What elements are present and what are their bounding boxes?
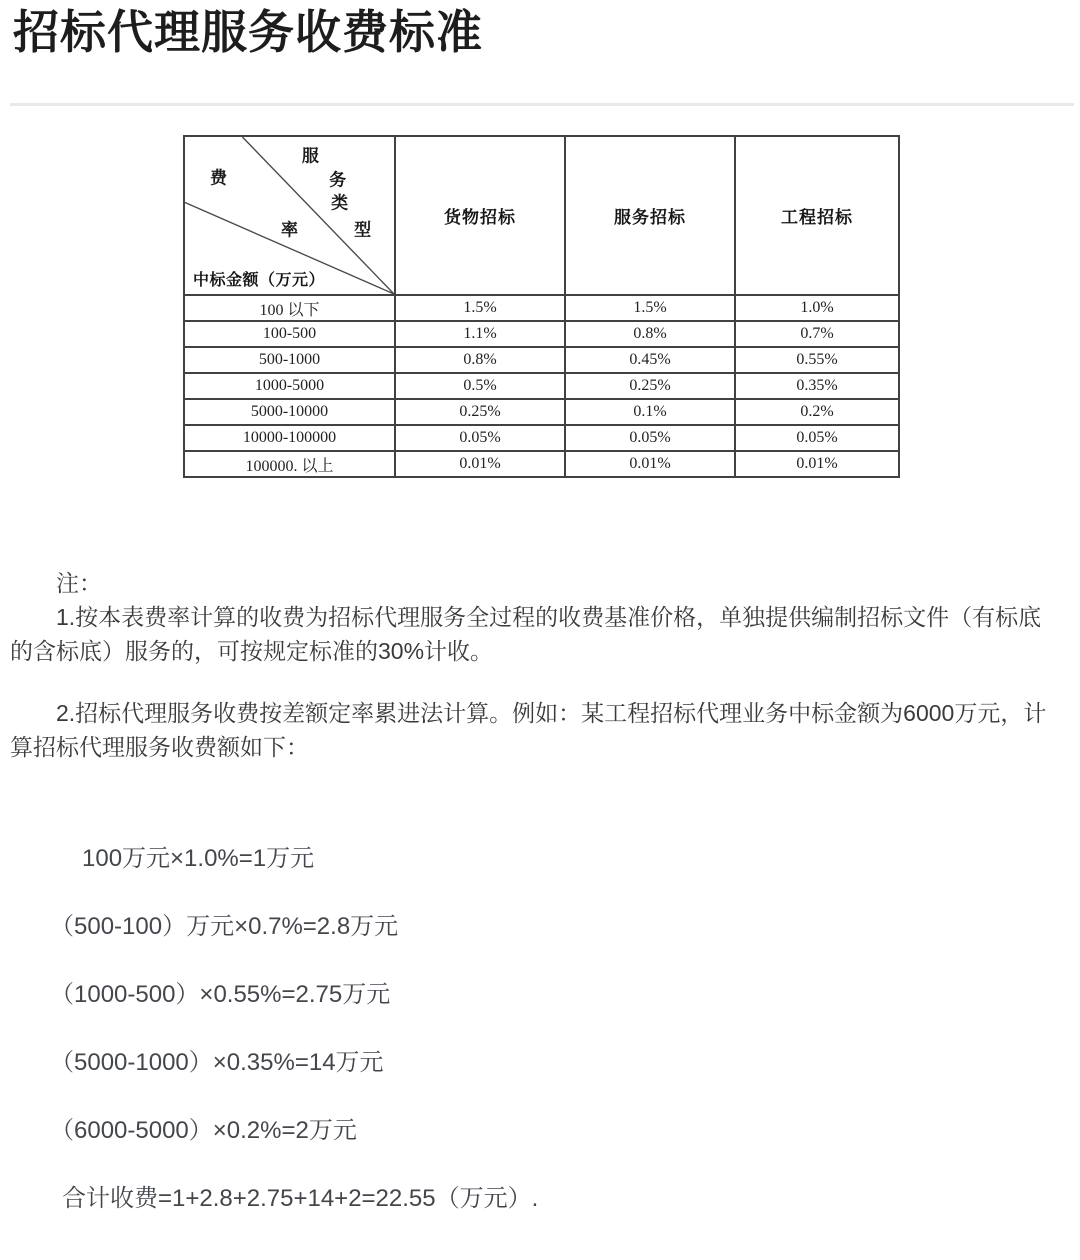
rate-cell: 0.25% <box>395 399 565 425</box>
range-cell: 100000. 以上 <box>184 451 395 477</box>
column-header-service: 服务招标 <box>565 136 735 295</box>
rate-cell: 0.8% <box>565 321 735 347</box>
corner-char-fee-rate-2: 率 <box>281 220 298 240</box>
corner-char-service-type-3: 类 <box>331 193 349 213</box>
note-item-2: 2.招标代理服务收费按差额定率累进法计算。例如：某工程招标代理业务中标金额为6000万元，计算招标代理服务收费额如下： <box>10 700 1047 760</box>
calc-line-4: （5000-1000）×0.35%=14万元 <box>50 1049 384 1076</box>
rate-cell: 0.35% <box>735 373 899 399</box>
table-corner-cell <box>184 136 395 295</box>
rate-cell: 0.45% <box>565 347 735 373</box>
rate-cell: 0.2% <box>735 399 899 425</box>
notes-section <box>0 566 1080 764</box>
corner-label-bid-amount: 中标金额（万元） <box>193 272 326 289</box>
range-cell: 10000-100000 <box>184 425 395 451</box>
corner-char-service-type-4: 型 <box>354 220 372 240</box>
calc-line-3: （1000-500）×0.55%=2.75万元 <box>50 981 391 1008</box>
rate-cell: 0.7% <box>735 321 899 347</box>
rate-cell: 0.55% <box>735 347 899 373</box>
range-cell: 1000-5000 <box>184 373 395 399</box>
rate-cell: 0.05% <box>735 425 899 451</box>
range-cell: 100-500 <box>184 321 395 347</box>
rate-cell: 1.5% <box>565 295 735 321</box>
rate-cell: 0.01% <box>565 451 735 477</box>
corner-char-service-type-2: 务 <box>329 170 347 190</box>
note-item-1: 1.按本表费率计算的收费为招标代理服务全过程的收费基准价格，单独提供编制招标文件（有标底的含标底）服务的，可按规定标准的30%计收。 <box>10 604 1042 664</box>
calc-line-1: 100万元×1.0%=1万元 <box>82 845 315 872</box>
fee-rate-table <box>183 135 900 478</box>
rate-cell: 1.5% <box>395 295 565 321</box>
column-header-engineering: 工程招标 <box>735 136 899 295</box>
corner-char-fee-rate-1: 费 <box>209 168 227 188</box>
column-header-goods: 货物招标 <box>395 136 565 295</box>
range-cell: 5000-10000 <box>184 399 395 425</box>
rate-cell: 0.5% <box>395 373 565 399</box>
rate-cell: 1.1% <box>395 321 565 347</box>
table-row <box>184 425 899 451</box>
notes-label: 注： <box>56 570 102 596</box>
rate-cell: 0.05% <box>565 425 735 451</box>
table-row <box>184 321 899 347</box>
rate-cell: 0.01% <box>395 451 565 477</box>
calculation-section <box>0 842 1080 1216</box>
range-cell: 100 以下 <box>184 295 395 321</box>
table-row <box>184 295 899 321</box>
corner-char-service-type-1: 服 <box>301 146 319 166</box>
table-header-row <box>184 136 899 295</box>
table-row <box>184 347 899 373</box>
range-cell: 500-1000 <box>184 347 395 373</box>
rate-cell: 0.01% <box>735 451 899 477</box>
rate-cell: 0.05% <box>395 425 565 451</box>
rate-cell: 0.25% <box>565 373 735 399</box>
rate-cell: 0.1% <box>565 399 735 425</box>
table-row <box>184 451 899 477</box>
rate-cell: 1.0% <box>735 295 899 321</box>
rate-cell: 0.8% <box>395 347 565 373</box>
calc-line-2: （500-100）万元×0.7%=2.8万元 <box>50 913 399 940</box>
table-row <box>184 373 899 399</box>
fee-table-container <box>183 135 1080 478</box>
title-divider <box>10 103 1074 106</box>
calc-line-5: （6000-5000）×0.2%=2万元 <box>50 1117 357 1144</box>
calc-line-total: 合计收费=1+2.8+2.75+14+2=22.55（万元）. <box>62 1185 539 1212</box>
page-title: 招标代理服务收费标准 <box>13 6 483 58</box>
table-row <box>184 399 899 425</box>
